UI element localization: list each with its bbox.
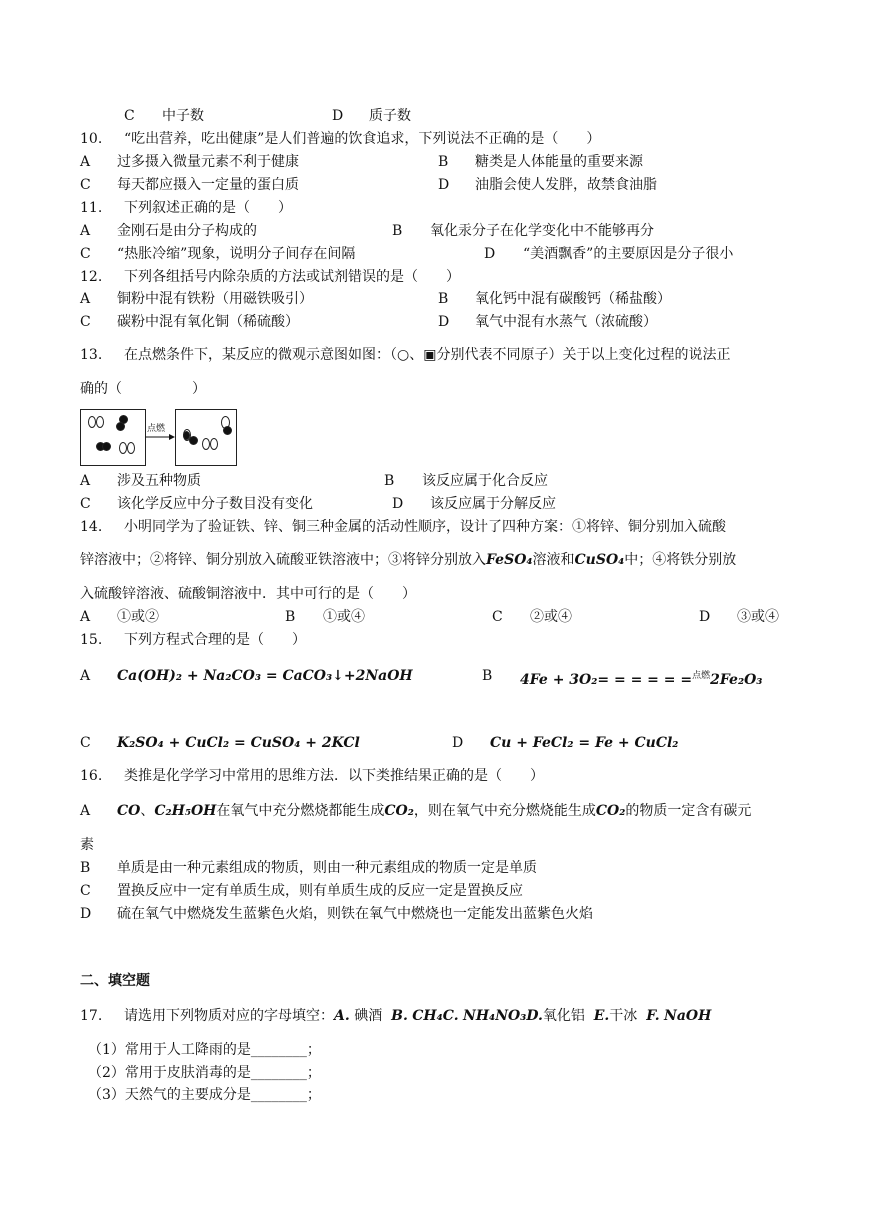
q15-equation-c: K₂SO₄ + CuCl₂ = CuSO₄ + 2KCl [117,735,360,751]
q15-number: 15. [80,632,103,648]
q14-option-a-letter: A [80,609,91,625]
opt-letter: B. [391,1008,408,1024]
q14-text: 中；④将铁分别放 [624,552,737,568]
atom-white [210,438,218,450]
q14-option-b-letter: B [285,609,296,625]
separator: 、 [140,803,155,819]
q11-option-d-letter: D [484,246,496,262]
q12-number: 12. [80,269,103,285]
q11-option-a-text: 金刚石是由分子构成的 [117,223,257,239]
atom-black [116,422,125,431]
q9-option-d-letter: D [332,108,344,124]
q16-option-d-text: 硫在氧气中燃烧发生蓝紫色火焰，则铁在氧气中燃烧也一定能发出蓝紫色火焰 [117,906,593,922]
formula-co2: CO₂ [595,803,626,819]
q12-option-c-letter: C [80,314,91,330]
text-seg: 的物质一定含有碳元 [625,803,752,819]
q14-stem-line3: 入硫酸锌溶液、硫酸铜溶液中．其中可行的是（ ） [80,586,416,602]
opt-text: 干冰 [609,1008,638,1024]
opt-letter: C. [442,1008,459,1024]
q17-sub3: （3）天然气的主要成分是________； [88,1087,321,1103]
q9-option-d-text: 质子数 [369,108,411,124]
q14-option-d-text: ③或④ [737,609,779,625]
q11-stem: 下列叙述正确的是（ ） [124,200,292,216]
q10-stem: “吃出营养，吃出健康”是人们普遍的饮食追求，下列说法不正确的是（ ） [124,131,601,147]
q16-option-c-text: 置换反应中一定有单质生成，则有单质生成的反应一定是置换反应 [117,883,523,899]
atom-white [119,442,127,454]
q16-stem: 类推是化学学习中常用的思维方法．以下类推结果正确的是（ ） [124,768,544,784]
q14-text: 锌溶液中；②将锌、铜分别放入硫酸亚铁溶液中；③将锌分别放入 [80,552,486,568]
q15-option-d-letter: D [452,735,464,751]
atom-white [202,438,210,450]
opt-text: NaOH [664,1008,712,1024]
formula-co: CO [117,803,141,819]
q15-option-b-letter: B [482,668,493,684]
q10-option-a-letter: A [80,154,91,170]
q12-option-b-text: 氧化钙中混有碳酸钙（稀盐酸） [475,291,671,307]
opt-text: 氧化铝 [542,1008,585,1024]
q13-option-c-text: 该化学反应中分子数目没有变化 [117,496,313,512]
opt-text: 碘酒 [354,1008,383,1024]
atom-white [96,416,104,428]
atom-black [189,436,198,445]
q12-option-d-letter: D [438,314,450,330]
opt-letter: A. [334,1008,350,1024]
q12-stem: 下列各组括号内除杂质的方法或试剂错误的是（ ） [124,269,460,285]
q11-number: 11. [80,200,103,216]
q17-number: 17. [80,1008,103,1024]
atom-black [223,426,232,435]
reaction-arrow-icon [145,433,175,441]
q12-option-a-text: 铜粉中混有铁粉（用磁铁吸引） [117,291,313,307]
products-box [175,409,237,466]
q16-option-a-line2: 素 [80,837,94,853]
q10-option-c-letter: C [80,177,91,193]
q14-option-a-text: ①或② [117,609,159,625]
atom-black [102,442,111,451]
q16-option-a-text [117,802,751,820]
q11-option-a-letter: A [80,223,91,239]
q9-option-c-text: 中子数 [162,108,204,124]
q14-text: 溶液和 [532,552,575,568]
q16-number: 16. [80,768,103,784]
q14-option-d-letter: D [699,609,711,625]
q17-sub2: （2）常用于皮肤消毒的是________； [88,1065,321,1081]
q13-stem-line1: 在点燃条件下，某反应的微观示意图如图：（○、▣分别代表不同原子）关于以上变化过程的说法正 [124,347,731,363]
q14-number: 14. [80,519,103,535]
q10-option-d-text: 油脂会使人发胖，故禁食油脂 [475,177,657,193]
q12-option-b-letter: B [438,291,449,307]
formula-co2: CO₂ [384,803,414,819]
q16-option-b-letter: B [80,860,91,876]
q13-option-a-letter: A [80,473,91,489]
opt-text: CH₄ [412,1008,443,1024]
q15-equation-b [520,667,762,689]
q13-option-b-text: 该反应属于化合反应 [422,473,548,489]
q12-option-a-letter: A [80,291,91,307]
q15-option-c-letter: C [80,735,91,751]
q11-option-d-text: “美酒飘香”的主要原因是分子很小 [523,246,734,262]
q9-option-c-letter: C [124,108,135,124]
q10-option-a-text: 过多摄入微量元素不利于健康 [117,154,299,170]
text-seg: 在氧气中充分燃烧都能生成 [216,803,385,819]
q17-sub1: （1）常用于人工降雨的是________； [88,1042,321,1058]
q13-option-d-text: 该反应属于分解反应 [430,496,556,512]
q14-option-c-letter: C [492,609,503,625]
q13-option-d-letter: D [392,496,404,512]
q13-option-a-text: 涉及五种物质 [117,473,201,489]
formula-feso4: FeSO₄ [486,552,533,568]
formula-cuso4: CuSO₄ [574,552,625,568]
q11-option-c-letter: C [80,246,91,262]
q17-stem-text: 请选用下列物质对应的字母填空： [124,1008,334,1024]
q11-option-b-text: 氧化汞分子在化学变化中不能够再分 [430,223,654,239]
opt-letter: F. [646,1008,660,1024]
arrow-label-ignite: 点燃 [147,424,166,434]
atom-white [127,442,135,454]
q16-option-d-letter: D [80,906,92,922]
q17-stem [124,1007,711,1025]
section-title: 二、填空题 [80,973,150,989]
opt-letter: E. [593,1008,610,1024]
q10-option-c-text: 每天都应摄入一定量的蛋白质 [117,177,299,193]
q15-stem: 下列方程式合理的是（ ） [124,632,306,648]
q10-option-b-text: 糖类是人体能量的重要来源 [475,154,643,170]
q14-option-b-text: ①或④ [323,609,365,625]
condition-ignite: 点燃 [692,671,711,681]
q15-equation-a: Ca(OH)₂ + Na₂CO₃ = CaCO₃↓+2NaOH [117,668,413,684]
q11-option-b-letter: B [392,223,403,239]
q10-number: 10. [80,131,103,147]
q11-option-c-text: “热胀冷缩”现象，说明分子间存在间隔 [117,246,356,262]
atom-white [88,416,96,428]
text-seg: ，则在氧气中充分燃烧能生成 [413,803,596,819]
q13-stem-line2: 确的（ ） [80,381,206,397]
q15-option-a-letter: A [80,668,91,684]
equation-left: 4Fe + 3O₂= = = = = = [520,672,693,688]
q13-option-b-letter: B [384,473,395,489]
q14-option-c-text: ②或④ [530,609,572,625]
q13-option-c-letter: C [80,496,91,512]
q14-stem-line2 [80,551,736,569]
q15-equation-d: Cu + FeCl₂ = Fe + CuCl₂ [490,735,679,751]
q12-option-c-text: 碳粉中混有氧化铜（稀硫酸） [117,314,299,330]
q16-option-c-letter: C [80,883,91,899]
q13-number: 13. [80,347,103,363]
q14-stem-line1: 小明同学为了验证铁、锌、铜三种金属的活动性顺序，设计了四种方案：①将锌、铜分别加入硫酸 [124,519,726,535]
reactants-box [80,409,146,466]
q16-option-a-letter: A [80,803,91,819]
equation-right: 2Fe₂O₃ [710,672,763,688]
q12-option-d-text: 氧气中混有水蒸气（浓硫酸） [475,314,657,330]
opt-text: NH₄NO₃ [463,1008,527,1024]
q10-option-d-letter: D [438,177,450,193]
q10-option-b-letter: B [438,154,449,170]
q16-option-b-text: 单质是由一种元素组成的物质，则由一种元素组成的物质一定是单质 [117,860,537,876]
formula-c2h5oh: C₂H₅OH [154,803,217,819]
opt-letter: D. [526,1008,543,1024]
